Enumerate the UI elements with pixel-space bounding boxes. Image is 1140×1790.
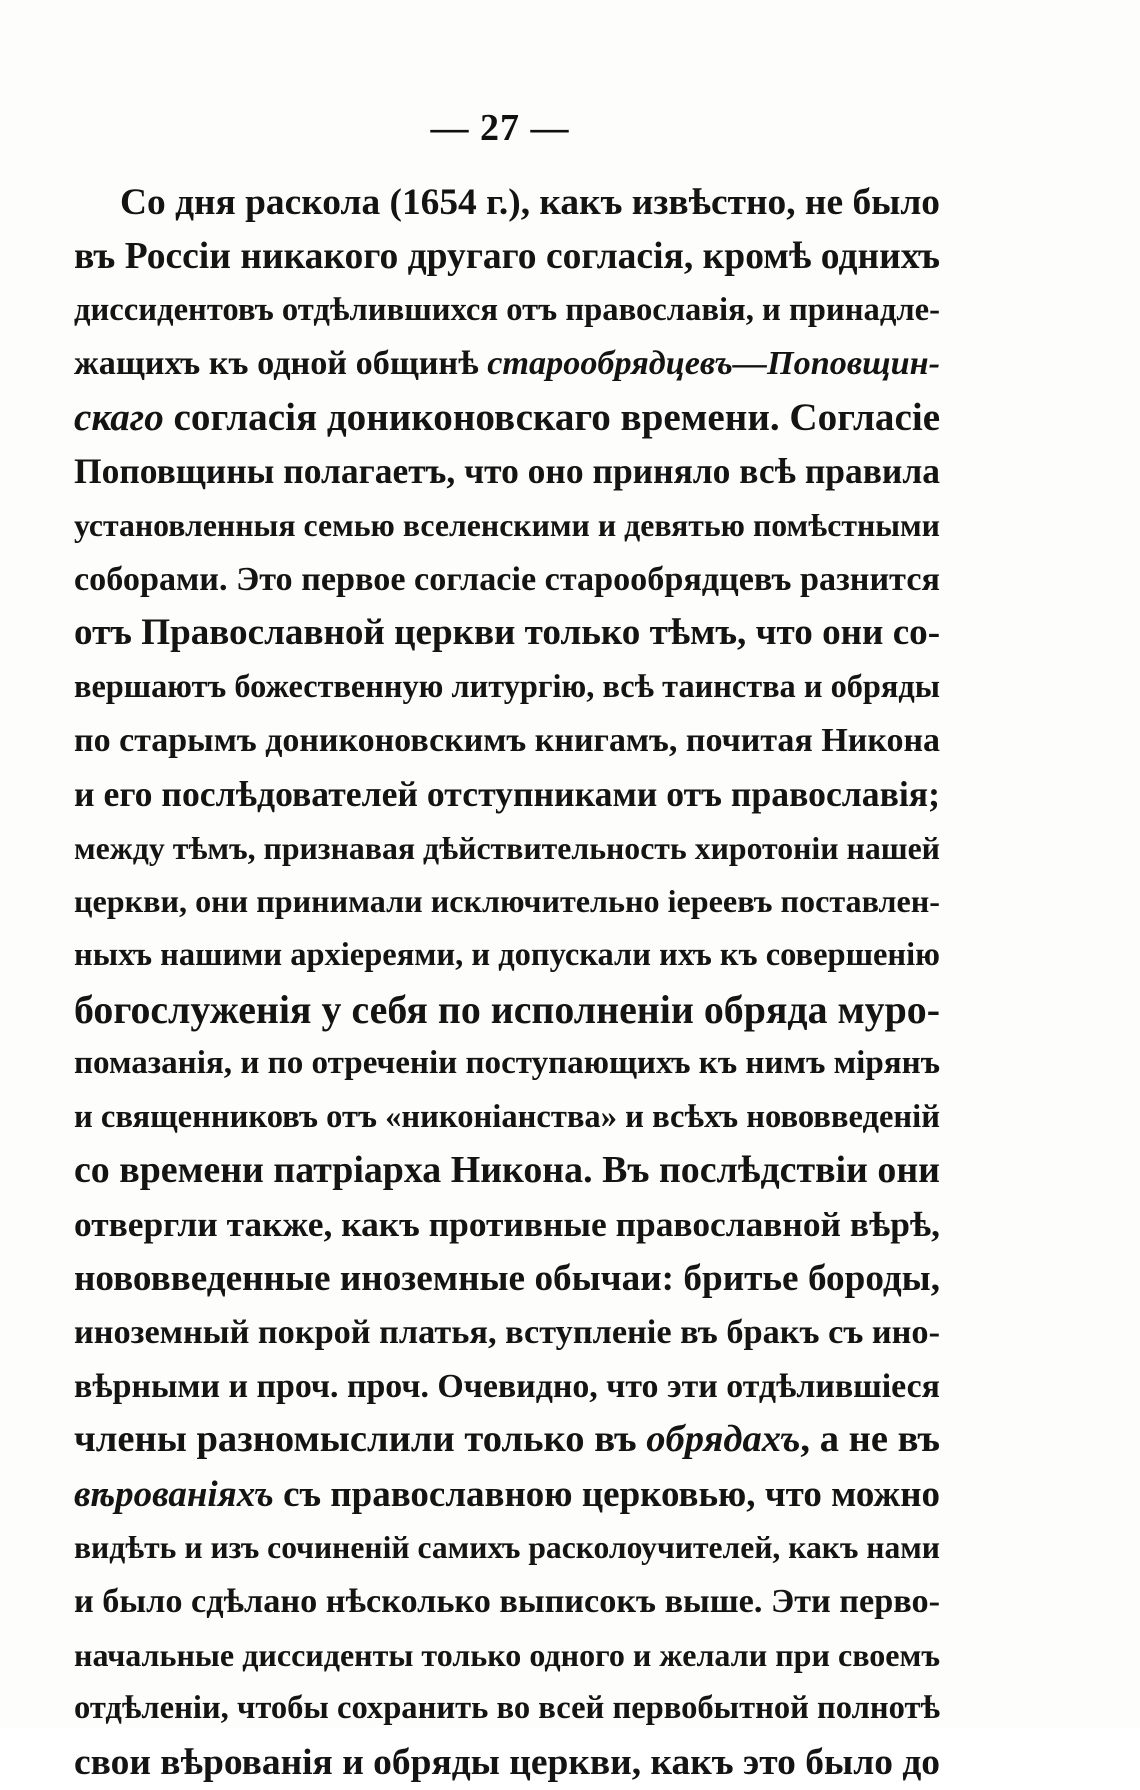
text-segment: между тѣмъ, признавая дѣйствительность хиротоніи нашей — [74, 830, 940, 866]
text-line — [74, 1575, 940, 1629]
text-line — [74, 1467, 940, 1521]
text-segment: Поповщины полагаетъ, что оно приняло всѣ правила — [74, 450, 940, 491]
text-segment: со времени патріарха Никона. Въ послѣдствіи они — [74, 1149, 940, 1192]
text-line — [74, 1413, 940, 1467]
text-segment: вершаютъ божественную литургію, всѣ таинства и обряды — [74, 668, 940, 705]
text-segment: установленныя семью вселенскими и девятью помѣстными — [74, 507, 940, 543]
text-segment: отдѣленіи, чтобы сохранить во всей первобытной полнотѣ — [74, 1690, 940, 1727]
text-line — [74, 768, 940, 822]
text-line — [74, 1360, 940, 1414]
text-line — [74, 1682, 940, 1736]
text-segment: отвергли также, какъ противные православной вѣрѣ, — [74, 1204, 940, 1245]
text-line — [74, 337, 940, 391]
italic-segment: старообрядцевъ—Поповщин- — [487, 345, 940, 383]
italic-segment: обрядахъ — [646, 1418, 801, 1461]
text-segment: члены разномыслили только въ — [74, 1418, 647, 1461]
text-line — [74, 1252, 940, 1306]
text-segment: съ православною церковью, что можно — [273, 1473, 940, 1515]
page-number: — 27 — — [430, 107, 570, 149]
text-segment: отъ Православной церкви только тѣмъ, что они со- — [74, 612, 941, 654]
text-line — [74, 606, 940, 660]
text-line — [74, 1198, 940, 1252]
text-segment: свои вѣрованія и обряды церкви, какъ это было до — [74, 1742, 940, 1784]
text-line — [74, 553, 940, 607]
text-segment: соборами. Это первое согласіе старообрядцевъ разнится — [74, 560, 940, 598]
text-segment: жащихъ къ одной общинѣ — [74, 345, 488, 383]
text-segment: и священниковъ отъ «никоніанства» и всѣхъ нововведеній — [74, 1098, 940, 1135]
italic-segment: вѣрованіяхъ — [74, 1473, 274, 1515]
text-line — [74, 983, 940, 1037]
text-segment: помазанія, и по отреченіи поступающихъ къ нимъ мірянъ — [74, 1044, 940, 1081]
text-segment: по старымъ дониконовскимъ книгамъ, почитая Никона — [74, 721, 940, 759]
text-segment: нововведенные иноземные обычаи: бритье бороды, — [74, 1257, 940, 1299]
text-line — [74, 822, 940, 876]
text-line — [74, 445, 940, 499]
text-line — [74, 1521, 940, 1575]
text-segment: согласія дониконовскаго времени. Согласіе — [163, 396, 941, 440]
text-line — [74, 714, 940, 768]
text-line — [74, 1736, 940, 1790]
text-segment: , а не въ — [800, 1418, 940, 1461]
text-line — [74, 1091, 940, 1145]
text-segment: видѣть и изъ сочиненій самихъ расколоучителей, какъ нами — [74, 1529, 940, 1565]
text-segment: вѣрными и проч. проч. Очевидно, что эти отдѣлившіеся — [74, 1367, 940, 1405]
text-segment: въ Россіи никакого другаго согласія, кромѣ однихъ — [74, 235, 940, 277]
italic-segment: скаго — [74, 396, 164, 440]
text-line — [74, 875, 940, 929]
text-line — [74, 660, 940, 714]
text-line — [74, 929, 940, 983]
paragraph — [74, 176, 940, 1790]
text-line — [74, 1144, 940, 1198]
text-line — [74, 499, 940, 553]
text-line — [74, 1306, 940, 1360]
text-segment: церкви, они принимали исключительно іереевъ поставлен- — [74, 883, 940, 920]
text-line — [74, 1629, 940, 1683]
text-line — [74, 230, 940, 284]
text-segment: богослуженія у себя по исполненіи обряда муро- — [74, 986, 940, 1032]
text-segment: ныхъ нашими архіереями, и допускали ихъ къ совершенію — [74, 937, 940, 974]
text-segment: Со дня раскола (1654 г.), какъ извѣстно, не было — [120, 182, 940, 223]
text-segment: иноземный покрой платья, вступленіе въ бракъ съ ино- — [74, 1312, 940, 1351]
text-segment: начальные диссиденты только одного и желали при своемъ — [74, 1636, 940, 1673]
text-line — [74, 176, 940, 230]
text-line — [74, 1037, 940, 1091]
text-segment: диссидентовъ отдѣлившихся отъ православія, и принадле- — [74, 291, 940, 328]
text-segment: и было сдѣлано нѣсколько выписокъ выше. Эти перво- — [74, 1581, 940, 1620]
text-line — [74, 391, 940, 445]
text-segment: и его послѣдователей отступниками отъ православія; — [74, 773, 940, 814]
text-line — [74, 284, 940, 338]
